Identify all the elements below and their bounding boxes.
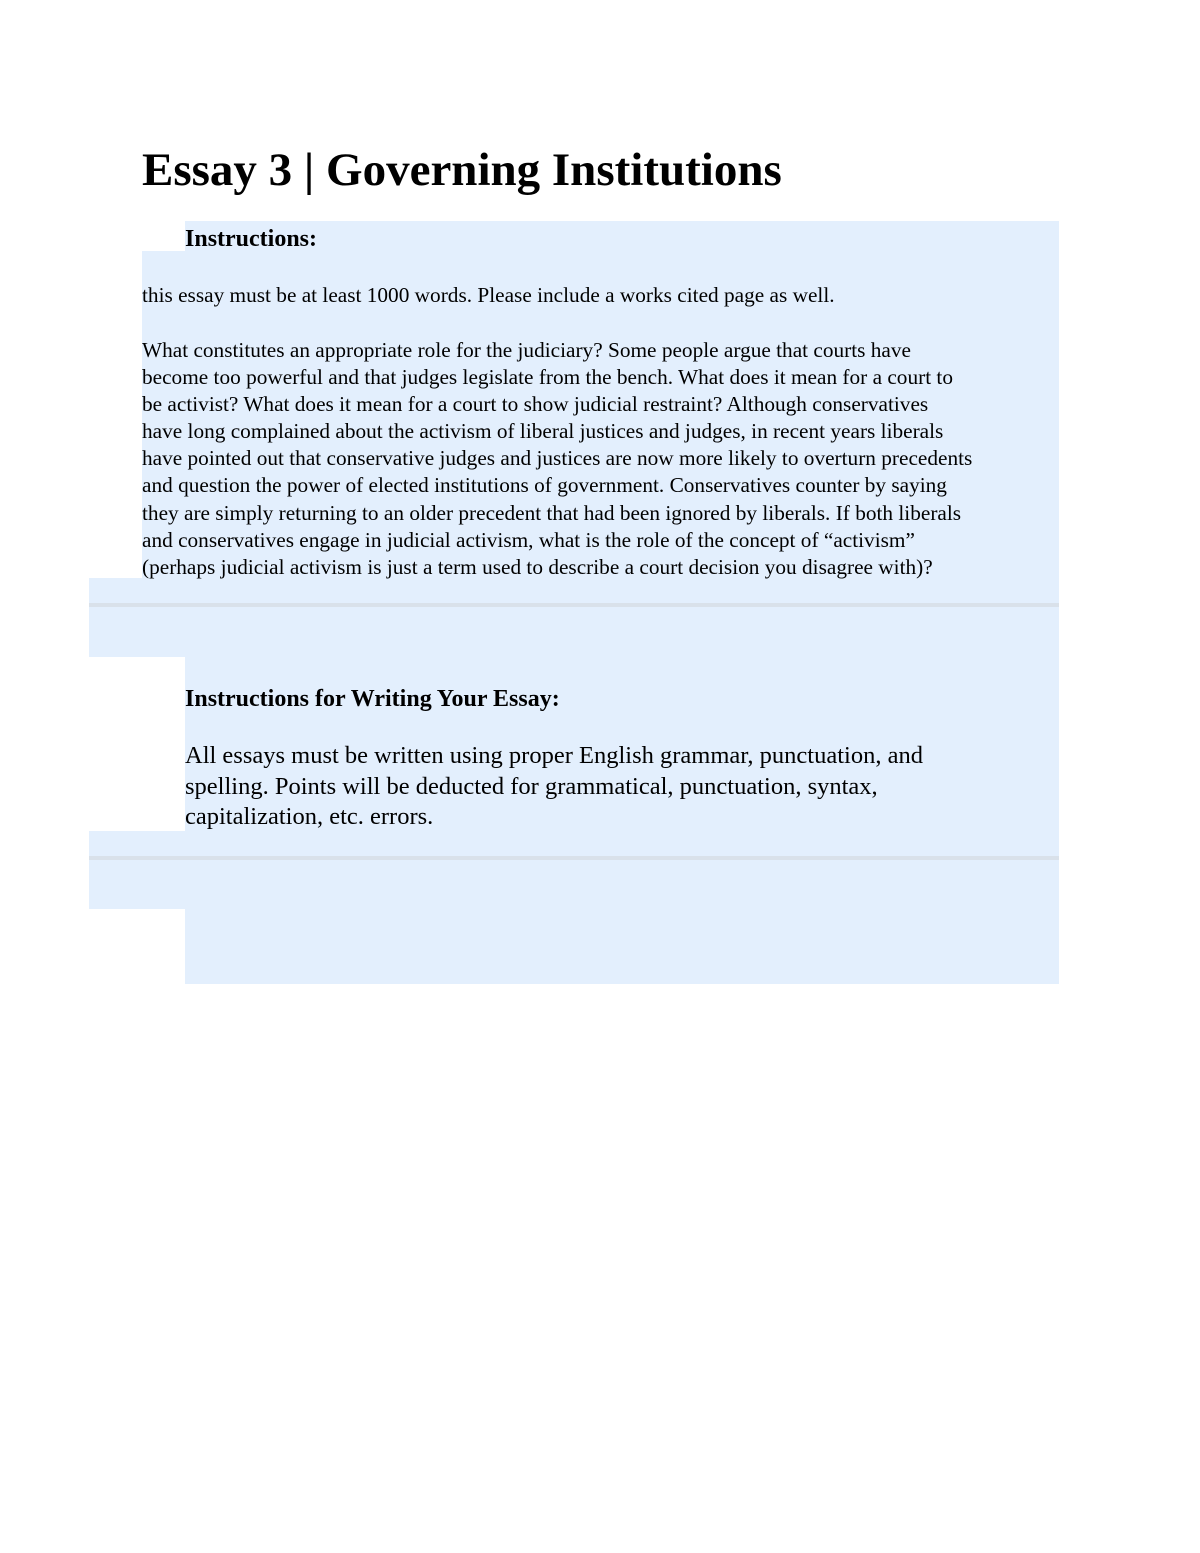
prompt-line: and question the power of elected institutions of government. Conservatives counter by saying <box>142 473 947 498</box>
prompt-line: and conservatives engage in judicial activism, what is the role of the concept of “activism” <box>142 527 915 552</box>
prompt-line: be activist? What does it mean for a court to show judicial restraint? Although conservatives <box>142 392 929 417</box>
prompt-line: (perhaps judicial activism is just a term used to describe a court decision you disagree with)? <box>142 554 933 579</box>
writing-line: spelling. Points will be deducted for grammatical, punctuation, syntax, <box>185 772 878 800</box>
writing-line: All essays must be written using proper English grammar, punctuation, and <box>185 742 923 769</box>
page-title: Essay 3 | Governing Institutions <box>142 144 782 196</box>
prompt-line: they are simply returning to an older precedent that had been ignored by liberals. If both liberals <box>142 500 962 525</box>
prompt-line: What constitutes an appropriate role for the judiciary? Some people argue that courts have <box>142 338 911 362</box>
selection-highlight <box>89 578 1059 657</box>
instructions-heading: Instructions: <box>185 226 318 252</box>
prompt-line: become too powerful and that judges legislate from the bench. What does it mean for a court to <box>142 365 953 390</box>
essay-prompt-paragraph <box>142 337 972 581</box>
word-count-requirement: this essay must be at least 1000 words. Please include a works cited page as well. <box>142 283 835 307</box>
prompt-line: have pointed out that conservative judges and justices are now more likely to overturn precedents <box>142 446 973 471</box>
section-divider <box>89 603 1059 607</box>
selection-highlight <box>185 909 1059 984</box>
writing-instructions-heading: Instructions for Writing Your Essay: <box>185 686 560 712</box>
selection-highlight <box>89 831 1059 909</box>
section-divider <box>89 856 1059 860</box>
writing-line: capitalization, etc. errors. <box>185 803 434 830</box>
writing-instructions-body <box>185 741 923 833</box>
prompt-line: have long complained about the activism of liberal justices and judges, in recent years liberals <box>142 419 944 444</box>
